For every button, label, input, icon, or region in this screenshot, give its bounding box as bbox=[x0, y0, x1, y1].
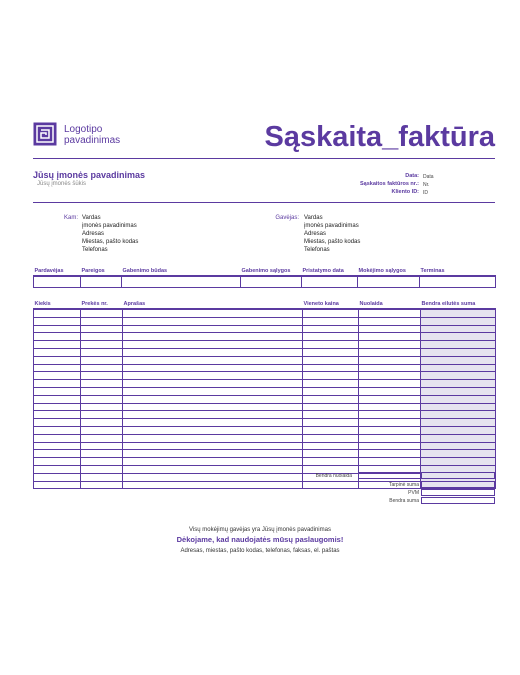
item-cell[interactable] bbox=[421, 341, 496, 349]
item-cell[interactable] bbox=[303, 395, 359, 403]
item-cell[interactable] bbox=[123, 481, 303, 489]
item-cell[interactable] bbox=[123, 411, 303, 419]
item-cell[interactable] bbox=[359, 387, 421, 395]
client-id-label: Kliento ID: bbox=[391, 189, 419, 195]
to-city[interactable]: Miestas, pašto kodas bbox=[82, 239, 139, 245]
item-cell[interactable] bbox=[421, 325, 496, 333]
shipping-cell[interactable] bbox=[122, 276, 241, 288]
to-name[interactable]: Vardas bbox=[82, 215, 101, 221]
item-cell[interactable] bbox=[81, 473, 123, 481]
col-payment-terms: Mokėjimo sąlygos bbox=[358, 267, 420, 276]
table-row bbox=[34, 411, 496, 419]
item-cell[interactable] bbox=[359, 419, 421, 427]
item-cell[interactable] bbox=[123, 372, 303, 380]
item-cell[interactable] bbox=[34, 411, 81, 419]
recipient-address[interactable]: Adresas bbox=[304, 231, 327, 237]
item-cell[interactable] bbox=[81, 387, 123, 395]
thank-you-note: Dėkojame, kad naudojatės mūsų paslaugomis! bbox=[176, 535, 344, 544]
invoice-title: Sąskaita_faktūra bbox=[264, 121, 495, 153]
logo-line-1: Logotipo bbox=[64, 124, 103, 135]
item-cell[interactable] bbox=[123, 364, 303, 372]
subtotal-label: Tarpinė suma bbox=[388, 482, 419, 488]
item-cell[interactable] bbox=[81, 380, 123, 388]
item-cell[interactable] bbox=[359, 325, 421, 333]
shipping-header-row bbox=[34, 267, 496, 276]
item-cell[interactable] bbox=[34, 465, 81, 473]
item-cell[interactable] bbox=[123, 419, 303, 427]
recipient-label: Gavėjas: bbox=[275, 215, 299, 221]
item-cell[interactable] bbox=[123, 442, 303, 450]
item-cell[interactable] bbox=[123, 403, 303, 411]
item-cell[interactable] bbox=[34, 387, 81, 395]
shipping-cell[interactable] bbox=[81, 276, 122, 288]
shipping-cell[interactable] bbox=[34, 276, 81, 288]
header-divider bbox=[33, 158, 495, 159]
item-cell[interactable] bbox=[34, 481, 81, 489]
col-item-number: Prekės nr. bbox=[81, 300, 123, 309]
item-cell[interactable] bbox=[123, 473, 303, 481]
table-row bbox=[34, 348, 496, 356]
item-cell[interactable] bbox=[81, 426, 123, 434]
item-cell[interactable] bbox=[123, 387, 303, 395]
item-cell[interactable] bbox=[34, 395, 81, 403]
table-row bbox=[34, 325, 496, 333]
col-quantity: Kiekis bbox=[34, 300, 81, 309]
table-row bbox=[34, 309, 496, 317]
item-cell[interactable] bbox=[359, 364, 421, 372]
item-cell[interactable] bbox=[81, 309, 123, 317]
item-cell[interactable] bbox=[421, 426, 496, 434]
item-cell[interactable] bbox=[123, 325, 303, 333]
item-cell[interactable] bbox=[81, 481, 123, 489]
item-cell[interactable] bbox=[34, 450, 81, 458]
item-cell[interactable] bbox=[421, 356, 496, 364]
item-cell[interactable] bbox=[359, 434, 421, 442]
item-cell[interactable] bbox=[34, 403, 81, 411]
item-cell[interactable] bbox=[303, 411, 359, 419]
item-cell[interactable] bbox=[123, 309, 303, 317]
item-cell[interactable] bbox=[34, 333, 81, 341]
vat-field[interactable] bbox=[421, 489, 495, 496]
to-address[interactable]: Adresas bbox=[82, 231, 105, 237]
item-cell[interactable] bbox=[421, 348, 496, 356]
item-cell[interactable] bbox=[81, 341, 123, 349]
recipient-company[interactable]: įmonės pavadinimas bbox=[304, 223, 359, 229]
invoice-number-value[interactable]: Nr. bbox=[423, 182, 430, 188]
table-row bbox=[34, 333, 496, 341]
logo-name bbox=[64, 124, 120, 146]
item-cell[interactable] bbox=[34, 317, 81, 325]
item-cell[interactable] bbox=[34, 364, 81, 372]
item-cell[interactable] bbox=[123, 348, 303, 356]
item-cell[interactable] bbox=[34, 434, 81, 442]
item-cell[interactable] bbox=[34, 341, 81, 349]
item-cell[interactable] bbox=[303, 348, 359, 356]
col-discount: Nuolaida bbox=[359, 300, 421, 309]
table-row bbox=[34, 434, 496, 442]
table-row bbox=[34, 341, 496, 349]
item-cell[interactable] bbox=[303, 403, 359, 411]
item-cell[interactable] bbox=[303, 364, 359, 372]
table-row bbox=[34, 380, 496, 388]
table-row bbox=[34, 317, 496, 325]
item-cell[interactable] bbox=[34, 325, 81, 333]
logo-icon bbox=[33, 122, 57, 146]
item-cell[interactable] bbox=[34, 442, 81, 450]
item-cell[interactable] bbox=[421, 434, 496, 442]
item-cell[interactable] bbox=[81, 458, 123, 466]
contact-info: Adresas, miestas, pašto kodas, telefonas, faksas, el. paštas bbox=[180, 548, 340, 554]
item-cell[interactable] bbox=[81, 450, 123, 458]
date-label: Data: bbox=[405, 173, 419, 179]
item-cell[interactable] bbox=[123, 341, 303, 349]
to-company[interactable]: įmonės pavadinimas bbox=[82, 223, 137, 229]
table-row bbox=[34, 450, 496, 458]
table-row bbox=[34, 442, 496, 450]
recipient-name[interactable]: Vardas bbox=[304, 215, 323, 221]
item-cell[interactable] bbox=[359, 450, 421, 458]
item-cell[interactable] bbox=[123, 380, 303, 388]
item-cell[interactable] bbox=[123, 395, 303, 403]
total-discount-field[interactable] bbox=[358, 472, 421, 479]
item-cell[interactable] bbox=[34, 458, 81, 466]
table-row bbox=[34, 364, 496, 372]
item-cell[interactable] bbox=[34, 473, 81, 481]
item-cell[interactable] bbox=[34, 309, 81, 317]
item-cell[interactable] bbox=[123, 333, 303, 341]
col-position: Pareigos bbox=[81, 267, 122, 276]
item-cell[interactable] bbox=[421, 364, 496, 372]
meta-divider bbox=[33, 202, 495, 203]
item-cell[interactable] bbox=[421, 450, 496, 458]
item-cell[interactable] bbox=[123, 426, 303, 434]
item-cell[interactable] bbox=[421, 309, 496, 317]
subtotal-field[interactable] bbox=[421, 481, 495, 488]
item-cell[interactable] bbox=[123, 317, 303, 325]
item-cell[interactable] bbox=[303, 317, 359, 325]
recipient-phone[interactable]: Telefonas bbox=[304, 247, 330, 253]
col-line-total: Bendra eilutės suma bbox=[421, 300, 496, 309]
item-cell[interactable] bbox=[34, 348, 81, 356]
shipping-table bbox=[33, 267, 496, 288]
item-cell[interactable] bbox=[123, 450, 303, 458]
item-cell[interactable] bbox=[303, 356, 359, 364]
item-cell[interactable] bbox=[421, 395, 496, 403]
item-cell[interactable] bbox=[34, 372, 81, 380]
shipping-cell[interactable] bbox=[302, 276, 358, 288]
company-name: Jūsų įmonės pavadinimas bbox=[33, 170, 146, 180]
item-cell[interactable] bbox=[359, 403, 421, 411]
item-cell[interactable] bbox=[359, 317, 421, 325]
item-cell[interactable] bbox=[123, 465, 303, 473]
shipping-cell[interactable] bbox=[420, 276, 496, 288]
item-cell[interactable] bbox=[421, 442, 496, 450]
item-cell[interactable] bbox=[34, 356, 81, 364]
col-unit-price: Vieneto kaina bbox=[303, 300, 359, 309]
col-due-date: Terminas bbox=[420, 267, 496, 276]
col-description: Aprašas bbox=[123, 300, 303, 309]
item-cell[interactable] bbox=[81, 364, 123, 372]
item-cell[interactable] bbox=[359, 426, 421, 434]
item-cell[interactable] bbox=[359, 333, 421, 341]
items-header-row bbox=[34, 300, 496, 309]
item-cell[interactable] bbox=[359, 442, 421, 450]
item-cell[interactable] bbox=[421, 458, 496, 466]
item-cell[interactable] bbox=[303, 387, 359, 395]
item-cell[interactable] bbox=[81, 317, 123, 325]
grand-total-field[interactable] bbox=[421, 497, 495, 504]
item-cell[interactable] bbox=[123, 356, 303, 364]
item-cell[interactable] bbox=[359, 411, 421, 419]
item-cell[interactable] bbox=[303, 380, 359, 388]
date-value[interactable]: Data bbox=[423, 174, 434, 180]
item-cell[interactable] bbox=[421, 333, 496, 341]
items-body bbox=[34, 309, 496, 489]
shipping-cell[interactable] bbox=[241, 276, 302, 288]
grand-total-label: Bendra suma bbox=[389, 498, 419, 504]
item-cell[interactable] bbox=[421, 317, 496, 325]
item-cell[interactable] bbox=[81, 372, 123, 380]
logo-line-2: pavadinimas bbox=[64, 135, 121, 146]
table-row bbox=[34, 458, 496, 466]
invoice-number-label: Sąskaitos faktūros nr.: bbox=[360, 181, 419, 187]
item-cell[interactable] bbox=[359, 372, 421, 380]
col-shipping-method: Gabenimo būdas bbox=[122, 267, 241, 276]
item-cell[interactable] bbox=[81, 325, 123, 333]
table-row bbox=[34, 426, 496, 434]
item-cell[interactable] bbox=[81, 442, 123, 450]
item-cell[interactable] bbox=[81, 356, 123, 364]
item-cell[interactable] bbox=[303, 325, 359, 333]
item-cell[interactable] bbox=[81, 333, 123, 341]
item-cell[interactable] bbox=[421, 372, 496, 380]
total-discount-sum-field[interactable] bbox=[421, 472, 495, 479]
item-cell[interactable] bbox=[421, 380, 496, 388]
item-cell[interactable] bbox=[81, 419, 123, 427]
item-cell[interactable] bbox=[359, 395, 421, 403]
item-cell[interactable] bbox=[359, 458, 421, 466]
total-discount-label: Bendra nuolaida bbox=[315, 473, 352, 479]
table-row bbox=[34, 387, 496, 395]
shipping-cell[interactable] bbox=[358, 276, 420, 288]
items-table bbox=[33, 300, 496, 489]
item-cell[interactable] bbox=[421, 419, 496, 427]
table-row bbox=[34, 395, 496, 403]
item-cell[interactable] bbox=[303, 442, 359, 450]
item-cell[interactable] bbox=[81, 395, 123, 403]
col-shipping-terms: Gabenimo sąlygos bbox=[241, 267, 302, 276]
item-cell[interactable] bbox=[81, 403, 123, 411]
item-cell[interactable] bbox=[421, 411, 496, 419]
item-cell[interactable] bbox=[303, 372, 359, 380]
item-cell[interactable] bbox=[359, 341, 421, 349]
col-seller: Pardavėjas bbox=[34, 267, 81, 276]
item-cell[interactable] bbox=[303, 450, 359, 458]
col-delivery-date: Pristatymo data bbox=[302, 267, 358, 276]
company-slogan: Jūsų įmonės šūkis bbox=[37, 181, 87, 187]
item-cell[interactable] bbox=[34, 426, 81, 434]
item-cell[interactable] bbox=[303, 341, 359, 349]
item-cell[interactable] bbox=[303, 434, 359, 442]
item-cell[interactable] bbox=[421, 403, 496, 411]
item-cell[interactable] bbox=[359, 309, 421, 317]
item-cell[interactable] bbox=[34, 380, 81, 388]
recipient-city[interactable]: Miestas, pašto kodas bbox=[304, 239, 361, 245]
item-cell[interactable] bbox=[359, 348, 421, 356]
item-cell[interactable] bbox=[81, 434, 123, 442]
item-cell[interactable] bbox=[303, 333, 359, 341]
to-label: Kam: bbox=[63, 215, 78, 221]
item-cell[interactable] bbox=[303, 458, 359, 466]
item-cell[interactable] bbox=[303, 309, 359, 317]
item-cell[interactable] bbox=[81, 348, 123, 356]
payable-note: Visų mokėjimų gavėjas yra Jūsų įmonės pavadinimas bbox=[189, 527, 331, 533]
to-phone[interactable]: Telefonas bbox=[82, 247, 108, 253]
item-cell[interactable] bbox=[123, 434, 303, 442]
item-cell[interactable] bbox=[359, 380, 421, 388]
vat-label: PVM bbox=[408, 490, 419, 496]
item-cell[interactable] bbox=[303, 426, 359, 434]
table-row bbox=[34, 403, 496, 411]
table-row bbox=[34, 356, 496, 364]
item-cell[interactable] bbox=[421, 387, 496, 395]
table-row bbox=[34, 419, 496, 427]
table-row bbox=[34, 372, 496, 380]
item-cell[interactable] bbox=[359, 356, 421, 364]
shipping-row bbox=[34, 276, 496, 288]
item-cell[interactable] bbox=[123, 458, 303, 466]
item-cell[interactable] bbox=[303, 419, 359, 427]
item-cell[interactable] bbox=[81, 465, 123, 473]
client-id-value[interactable]: ID bbox=[423, 190, 428, 196]
item-cell[interactable] bbox=[81, 411, 123, 419]
item-cell[interactable] bbox=[34, 419, 81, 427]
